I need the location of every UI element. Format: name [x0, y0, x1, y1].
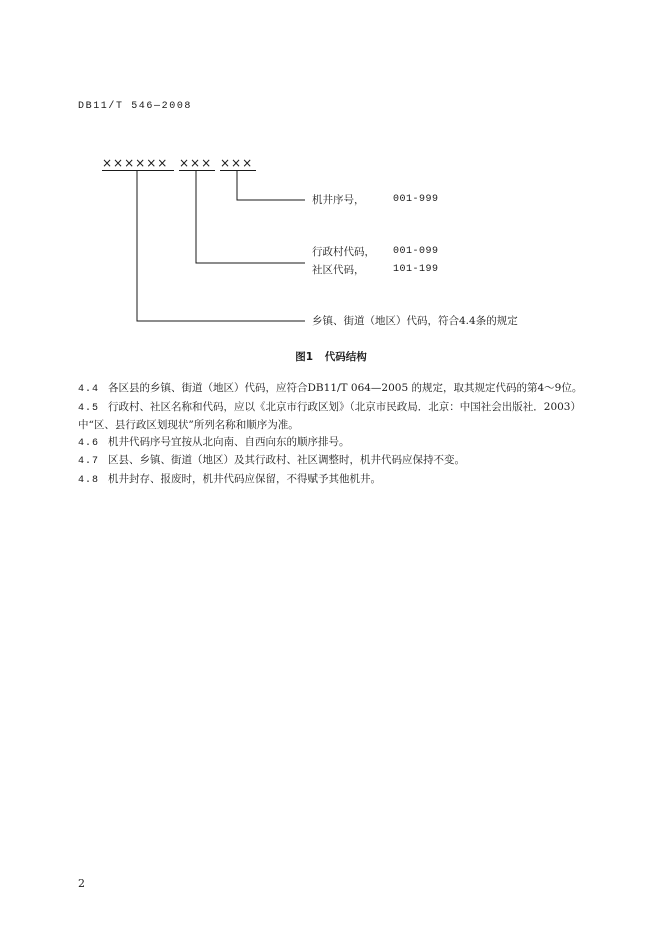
village-code-label: 行政村代码， — [312, 246, 375, 258]
clause-number: 4.5 — [78, 402, 100, 414]
well-sequence-connector — [237, 171, 305, 200]
figure-title: 代码结构 — [324, 351, 367, 363]
clause-number: 4.6 — [78, 437, 100, 449]
village-code-range: 001-099 — [393, 246, 439, 257]
figure-number: 图1 — [295, 351, 314, 363]
clause-text: 机井代码序号宜按从北向南、自西向东的顺序排号。 — [108, 435, 350, 448]
clause-4-8 — [78, 471, 608, 490]
village-code-marks: ××× — [179, 157, 215, 171]
clause-number: 4.7 — [78, 456, 100, 467]
township-code-marks: ×××××× — [102, 157, 174, 171]
clause-4-7 — [78, 452, 608, 471]
code-structure-figure — [0, 0, 662, 360]
well-sequence-label: 机井序号， — [312, 194, 365, 206]
connector-lines — [0, 0, 662, 360]
community-code-range: 101-199 — [393, 264, 439, 275]
township-code-connector — [137, 171, 305, 321]
page-number: 2 — [78, 877, 85, 890]
clause-text: 区县、乡镇、街道（地区）及其行政村、社区调整时，机井代码应保持不变。 — [108, 454, 466, 466]
clause-number: 4.4 — [78, 384, 100, 395]
clause-text: 机井封存、报废时，机井代码应保留，不得赋予其他机井。 — [108, 472, 382, 485]
clause-4-4 — [78, 380, 608, 399]
well-sequence-range: 001-999 — [393, 194, 439, 205]
document-code-header: DB11/T 546—2008 — [78, 101, 193, 112]
clause-text: 行政村、社区名称和代码，应以《北京市行政区划》（北京市民政局．北京：中国社会出版社．2003）中“区、县行政区划现状”所列名称和顺序为准。 — [78, 400, 581, 431]
well-sequence-marks: ××× — [220, 157, 256, 171]
clause-4-6 — [78, 434, 608, 453]
figure-caption — [0, 349, 662, 364]
village-code-connector — [196, 171, 305, 263]
clause-4-5 — [78, 399, 608, 434]
clause-list — [78, 380, 608, 489]
clause-number: 4.8 — [78, 474, 100, 486]
community-code-label: 社区代码， — [312, 264, 365, 276]
township-code-label: 乡镇、街道（地区）代码，符合4.4条的规定 — [312, 315, 518, 327]
clause-text: 各区县的乡镇、街道（地区）代码，应符合DB11/T 064—2005 的规定，取其规定代码的第4～9位。 — [108, 382, 583, 394]
